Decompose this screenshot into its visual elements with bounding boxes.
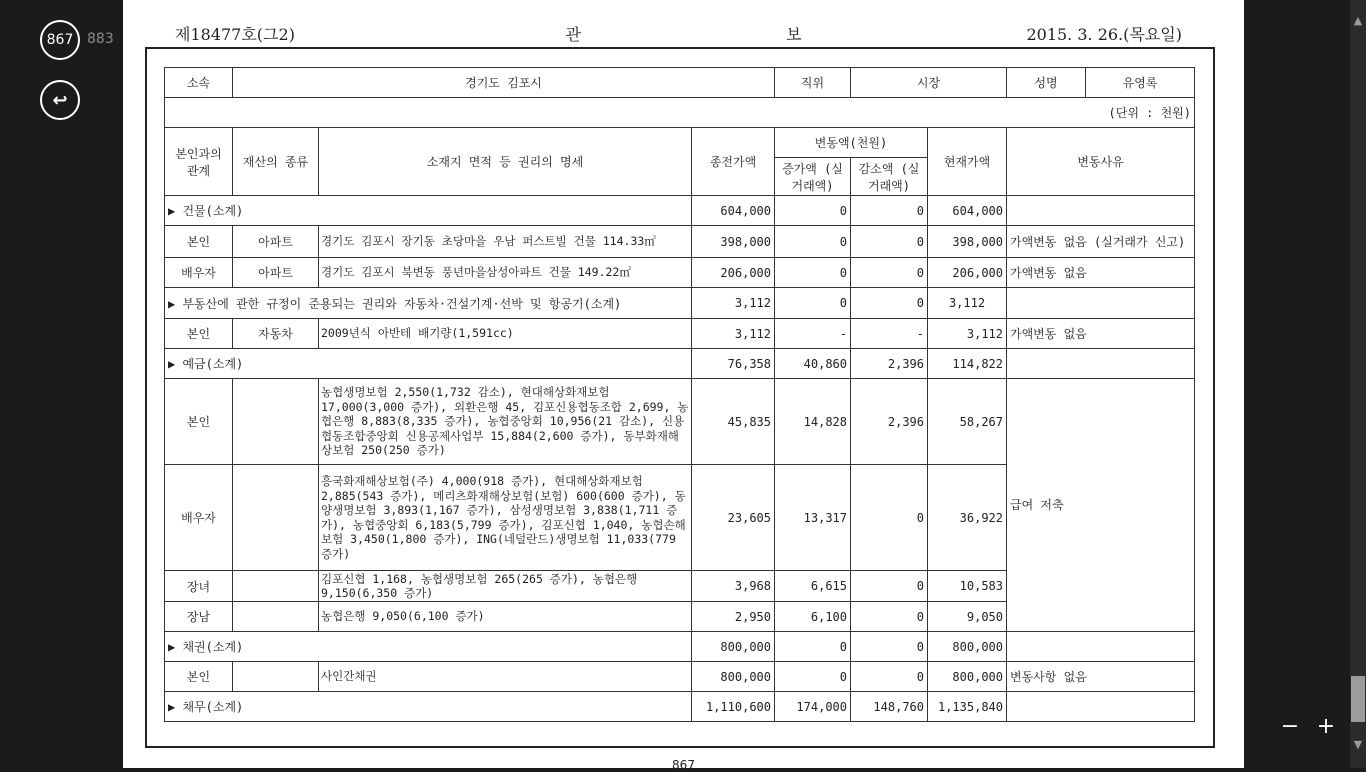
increase-value: 40,860 (775, 349, 851, 379)
current-value: 398,000 (928, 226, 1007, 258)
decrease-value: 0 (851, 288, 928, 319)
current-value: 58,267 (928, 379, 1007, 465)
relation-cell: 본인 (165, 319, 233, 349)
current-value: 800,000 (928, 662, 1007, 692)
decrease-value: 148,760 (851, 692, 928, 722)
increase-value: 6,100 (775, 602, 851, 632)
current-value: 3,112 (928, 288, 1007, 319)
decrease-value: 0 (851, 465, 928, 571)
decrease-value: 0 (851, 662, 928, 692)
decrease-value: 0 (851, 196, 928, 226)
relation-cell: 본인 (165, 379, 233, 465)
decrease-value: 0 (851, 226, 928, 258)
current-page-indicator[interactable]: 867 (40, 20, 80, 60)
prev-value: 206,000 (692, 258, 775, 288)
decrease-value: 0 (851, 632, 928, 662)
subtotal-row-debts (165, 692, 1195, 722)
col-decrease: 감소액 (실거래액) (851, 158, 928, 196)
reason-cell (1007, 632, 1195, 662)
gazette-date: 2015. 3. 26.(목요일) (1026, 25, 1182, 44)
type-cell (233, 571, 319, 602)
prev-value: 3,112 (692, 288, 775, 319)
table-row (165, 379, 1195, 465)
col-reason: 변동사유 (1007, 128, 1195, 196)
type-cell (233, 465, 319, 571)
subtotal-title: ▶ 채무(소계) (165, 692, 692, 722)
reason-cell (1007, 288, 1195, 319)
col-change: 변동액(천원) (775, 128, 928, 158)
current-value: 3,112 (928, 319, 1007, 349)
increase-value: 0 (775, 662, 851, 692)
type-cell: 아파트 (233, 226, 319, 258)
zoom-in-button[interactable]: + (1316, 714, 1336, 739)
scrollbar-thumb[interactable] (1351, 676, 1365, 722)
footer-page-number: 867 (672, 758, 695, 772)
type-cell: 아파트 (233, 258, 319, 288)
prev-value: 398,000 (692, 226, 775, 258)
unit-label: (단위 : 천원) (165, 98, 1195, 128)
prev-value: 45,835 (692, 379, 775, 465)
affiliation-label: 소속 (165, 68, 233, 98)
gazette-title: 관 보 (565, 25, 902, 44)
scroll-down-icon[interactable]: ▼ (1353, 738, 1363, 751)
detail-cell: 경기도 김포시 장기동 초당마을 우남 퍼스트빌 건물 114.33㎡ (319, 226, 692, 258)
current-value: 36,922 (928, 465, 1007, 571)
subtotal-row-bonds (165, 632, 1195, 662)
prev-value: 800,000 (692, 632, 775, 662)
prev-value: 3,112 (692, 319, 775, 349)
increase-value: 174,000 (775, 692, 851, 722)
detail-cell: 흥국화재해상보험(주) 4,000(918 증가), 현대해상화재보험 2,885(543 증가), 메리츠화재해상보험(보험) 600(600 증가), 동양생명보험 3,893(1,167 증가), 삼성생명보험 3,838(1,711 증가), 농협중앙회 6,183(5,799 증가), 김포신협 1,040, 농협손해보험 3,450(1,800 증가), ING(네덜란드)생명보험 11,033(779 증가) (319, 465, 692, 571)
subtotal-title: ▶ 부동산에 관한 규정이 준용되는 권리와 자동차·건설기계·선박 및 항공기(소계) (165, 288, 692, 319)
decrease-value: 0 (851, 258, 928, 288)
col-increase: 증가액 (실거래액) (775, 158, 851, 196)
subtotal-title: ▶ 건물(소계) (165, 196, 692, 226)
relation-cell: 장남 (165, 602, 233, 632)
increase-value: 0 (775, 258, 851, 288)
subtotal-title: ▶ 예금(소계) (165, 349, 692, 379)
current-value: 1,135,840 (928, 692, 1007, 722)
decrease-value: 0 (851, 571, 928, 602)
table-row (165, 258, 1195, 288)
relation-cell: 본인 (165, 662, 233, 692)
right-rail (1244, 0, 1350, 768)
relation-cell: 장녀 (165, 571, 233, 602)
table-row (165, 319, 1195, 349)
unit-row (165, 98, 1195, 128)
type-cell (233, 379, 319, 465)
increase-value: - (775, 319, 851, 349)
current-value: 604,000 (928, 196, 1007, 226)
gazette-issue-number: 제18477호(그2) (175, 25, 295, 44)
reason-cell (1007, 349, 1195, 379)
total-pages: 883 (87, 31, 114, 47)
vertical-scrollbar[interactable] (1350, 0, 1366, 768)
current-value: 114,822 (928, 349, 1007, 379)
reason-cell: 가액변동 없음 (1007, 258, 1195, 288)
header-row (165, 68, 1195, 98)
current-value: 10,583 (928, 571, 1007, 602)
prev-value: 23,605 (692, 465, 775, 571)
position-value: 시장 (851, 68, 1007, 98)
current-value: 800,000 (928, 632, 1007, 662)
deposit-reason-cell: 급여 저축 (1007, 379, 1195, 632)
increase-value: 0 (775, 226, 851, 258)
relation-cell: 배우자 (165, 258, 233, 288)
type-cell: 자동차 (233, 319, 319, 349)
increase-value: 0 (775, 632, 851, 662)
current-value: 9,050 (928, 602, 1007, 632)
col-relation: 본인과의 관계 (165, 128, 233, 196)
detail-cell: 경기도 김포시 북변동 풍년마을삼성아파트 건물 149.22㎡ (319, 258, 692, 288)
detail-cell: 2009년식 아반테 배기량(1,591cc) (319, 319, 692, 349)
detail-cell: 농협은행 9,050(6,100 증가) (319, 602, 692, 632)
reason-cell: 가액변동 없음 (실거래가 신고) (1007, 226, 1195, 258)
detail-cell: 사인간채권 (319, 662, 692, 692)
increase-value: 0 (775, 288, 851, 319)
col-prev: 종전가액 (692, 128, 775, 196)
column-header-row-1 (165, 128, 1195, 158)
name-label: 성명 (1007, 68, 1086, 97)
name-value: 유영록 (1122, 76, 1158, 90)
asset-detail-table (164, 67, 1195, 722)
reason-cell (1007, 196, 1195, 226)
decrease-value: 2,396 (851, 379, 928, 465)
table-row (165, 226, 1195, 258)
subtotal-title: ▶ 채권(소계) (165, 632, 692, 662)
type-cell (233, 662, 319, 692)
prev-value: 76,358 (692, 349, 775, 379)
increase-value: 13,317 (775, 465, 851, 571)
name-label-value (1007, 68, 1195, 98)
increase-value: 6,615 (775, 571, 851, 602)
subtotal-row-deposits (165, 349, 1195, 379)
decrease-value: - (851, 319, 928, 349)
type-cell (233, 602, 319, 632)
prev-value: 1,110,600 (692, 692, 775, 722)
increase-value: 0 (775, 196, 851, 226)
subtotal-row-buildings (165, 196, 1195, 226)
prev-value: 800,000 (692, 662, 775, 692)
col-detail: 소재지 면적 등 권리의 명세 (319, 128, 692, 196)
prev-value: 2,950 (692, 602, 775, 632)
relation-cell: 본인 (165, 226, 233, 258)
col-current: 현재가액 (928, 128, 1007, 196)
detail-cell: 김포신협 1,168, 농협생명보험 265(265 증가), 농협은행 9,150(6,350 증가) (319, 571, 692, 602)
table-row (165, 662, 1195, 692)
current-value: 206,000 (928, 258, 1007, 288)
prev-value: 604,000 (692, 196, 775, 226)
position-label: 직위 (775, 68, 851, 98)
relation-cell: 배우자 (165, 465, 233, 571)
zoom-out-button[interactable]: − (1280, 714, 1300, 739)
scroll-up-icon[interactable]: ▲ (1353, 14, 1363, 27)
reason-cell: 가액변동 없음 (1007, 319, 1195, 349)
decrease-value: 0 (851, 602, 928, 632)
back-icon[interactable]: ↩ (40, 80, 80, 120)
detail-cell: 농협생명보험 2,550(1,732 감소), 현대해상화재보험 17,000(3,000 증가), 외환은행 45, 김포신용협동조합 2,699, 농협은행 8,883(8,335 증가), 농협중앙회 10,956(21 감소), 신용협동조합중앙회 신용공제사업부 15,884(2,600 증가), 동부화재해상보험 250(250 증가) (319, 379, 692, 465)
subtotal-row-vehicles (165, 288, 1195, 319)
prev-value: 3,968 (692, 571, 775, 602)
col-type: 재산의 종류 (233, 128, 319, 196)
reason-cell: 변동사항 없음 (1007, 662, 1195, 692)
reason-cell (1007, 692, 1195, 722)
increase-value: 14,828 (775, 379, 851, 465)
decrease-value: 2,396 (851, 349, 928, 379)
affiliation-value: 경기도 김포시 (233, 68, 775, 98)
